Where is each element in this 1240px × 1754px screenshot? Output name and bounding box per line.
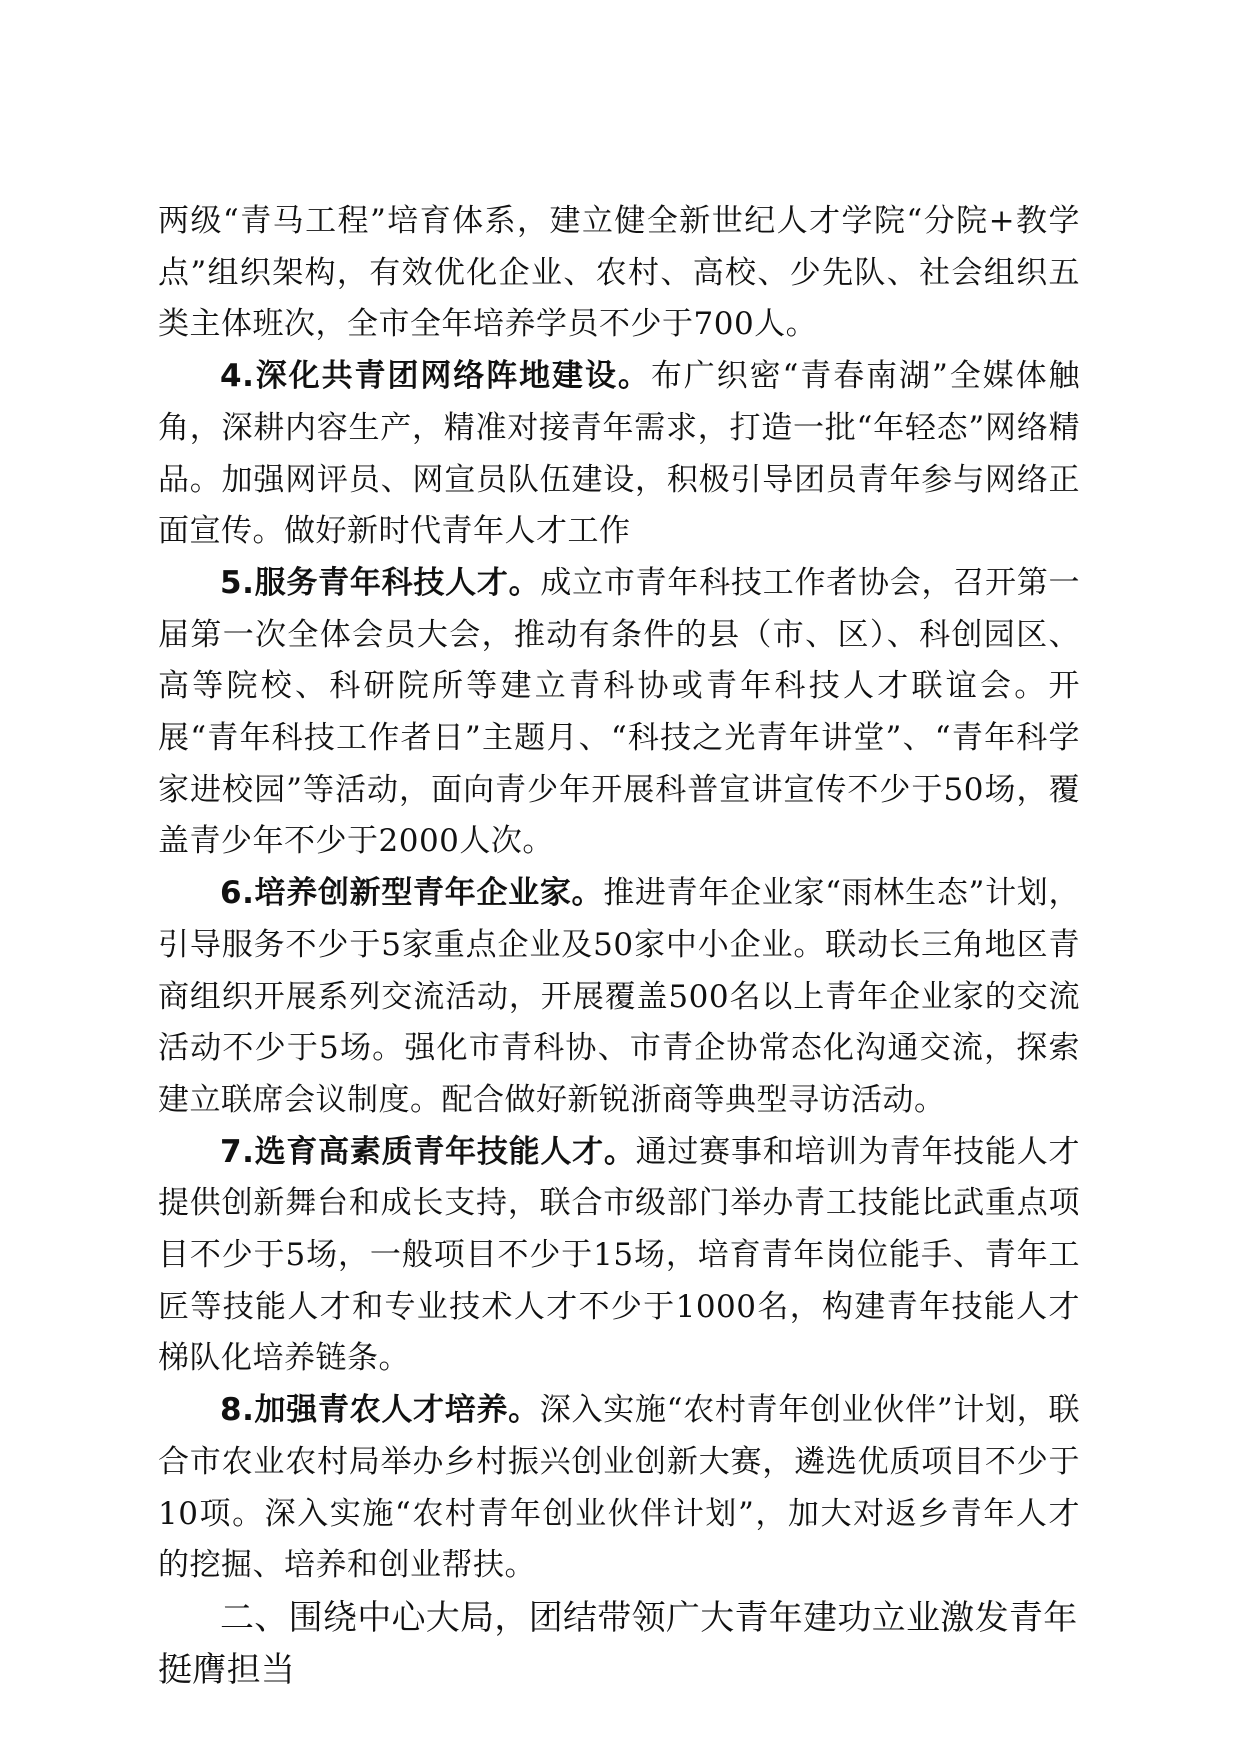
item-4-paragraph bbox=[158, 351, 1080, 558]
item-6-title: 6.培养创新型青年企业家。 bbox=[220, 875, 604, 912]
item-5-title: 5.服务青年科技人才。 bbox=[220, 564, 541, 601]
item-8-title: 8.加强青农人才培养。 bbox=[220, 1392, 540, 1429]
section-heading: 二、围绕中心大局，团结带领广大青年建功立业激发青年挺膺担当 bbox=[158, 1597, 1078, 1690]
item-7-paragraph bbox=[158, 1127, 1080, 1386]
item-4-title: 4.深化共青团网络阵地建设。 bbox=[220, 358, 651, 395]
item-7-title: 7.选育高素质青年技能人才。 bbox=[220, 1133, 636, 1170]
document-page bbox=[158, 196, 1080, 1696]
item-6-body: 推进青年企业家“雨林生态”计划，引导服务不少于5家重点企业及50家中小企业。联动长三角地区青商组织开展系列交流活动，开展覆盖500名以上青年企业家的交流活动不少于5场。强化市青科协、市青企协常态化沟通交流，探索建立联席会议制度。配合做好新锐浙商等典型寻访活动。 bbox=[158, 875, 1080, 1118]
item-8-paragraph bbox=[158, 1385, 1080, 1592]
item-7-body: 通过赛事和培训为青年技能人才提供创新舞台和成长支持，联合市级部门举办青工技能比武重点项目不少于5场，一般项目不少于15场，培育青年岗位能手、青年工匠等技能人才和专业技术人才不少于1000名，构建青年技能人才梯队化培养链条。 bbox=[158, 1133, 1080, 1377]
intro-paragraph: 两级“青马工程”培育体系，建立健全新世纪人才学院“分院+教学点”组织架构，有效优化企业、农村、高校、少先队、社会组织五类主体班次，全市全年培养学员不少于700人。 bbox=[158, 203, 1080, 343]
item-5-paragraph bbox=[158, 558, 1080, 868]
item-8-body: 深入实施“农村青年创业伙伴”计划，联合市农业农村局举办乡村振兴创业创新大赛，遴选优质项目不少于10项。深入实施“农村青年创业伙伴计划”，加大对返乡青年人才的挖掘、培养和创业帮扶。 bbox=[158, 1392, 1080, 1584]
item-4-body: 布广织密“青春南湖”全媒体触角，深耕内容生产，精准对接青年需求，打造一批“年轻态”网络精品。加强网评员、网宣员队伍建设，积极引导团员青年参与网络正面宣传。做好新时代青年人才工作 bbox=[158, 358, 1080, 550]
item-6-paragraph bbox=[158, 868, 1080, 1127]
item-5-body: 成立市青年科技工作者协会，召开第一届第一次全体会员大会，推动有条件的县（市、区）、科创园区、高等院校、科研院所等建立青科协或青年科技人才联谊会。开展“青年科技工作者日”主题月、“科技之光青年讲堂”、“青年科学家进校园”等活动，面向青少年开展科普宣讲宣传不少于50场，覆盖青少年不少于2000人次。 bbox=[158, 564, 1080, 860]
